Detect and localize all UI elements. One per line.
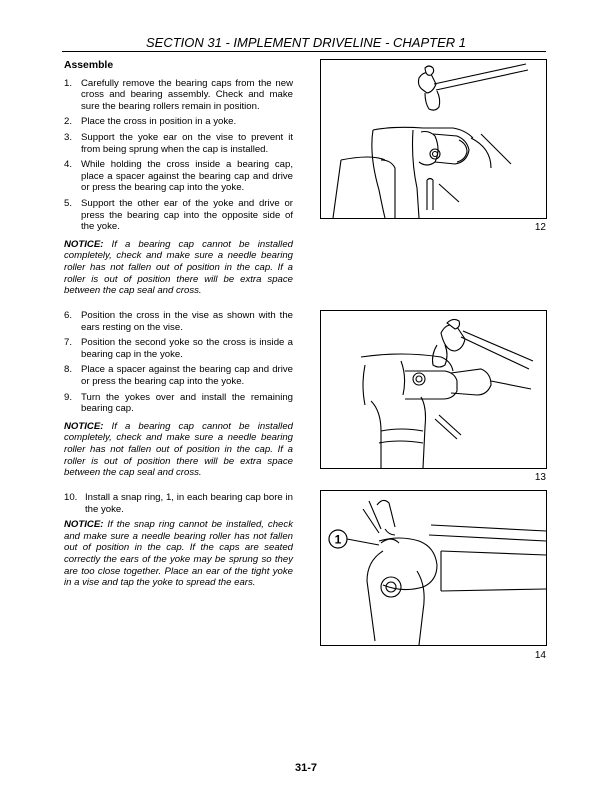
step-item	[64, 198, 293, 233]
step-text: While holding the cross inside a bearing cap, place a spacer against the bearing cap and drive or press the bearing cap into the yoke.	[81, 159, 293, 194]
page-number: 31-7	[294, 762, 318, 774]
step-number: 6.	[64, 310, 73, 321]
notice-label: NOTICE:	[64, 420, 104, 432]
step-text: Carefully remove the bearing caps from the new cross and bearing assembly. Check and make sure the bearing rollers remain in position.	[81, 77, 293, 112]
step-text: Support the other ear of the yoke and drive or press the bearing cap into the opposite side of the yoke.	[81, 197, 293, 233]
step-item	[64, 492, 293, 515]
text-block-a	[64, 60, 293, 307]
step-number: 7.	[64, 337, 73, 349]
step-number: 1.	[64, 77, 73, 89]
figure-14-number: 14	[534, 650, 546, 661]
notice-label: NOTICE:	[64, 519, 104, 531]
figure-13-illustration	[321, 311, 546, 468]
step-text: Turn the yokes over and install the remaining bearing cap.	[81, 391, 293, 415]
page-header: SECTION 31 - IMPLEMENT DRIVELINE - CHAPTER 1	[145, 35, 466, 50]
figure-12-number: 12	[534, 222, 546, 233]
step-item	[64, 78, 293, 113]
header-rule	[62, 51, 546, 52]
step-item	[64, 392, 293, 415]
section-heading: Assemble	[64, 60, 114, 71]
figure-12-illustration	[321, 60, 546, 218]
step-number: 10.	[64, 492, 78, 503]
step-text: Position the second yoke so the cross is inside a bearing cap in the yoke.	[81, 337, 293, 360]
step-number: 4.	[64, 159, 73, 171]
step-text: Position the cross in the vise as shown with the ears resting on the vise.	[81, 310, 293, 333]
step-number: 8.	[64, 364, 73, 376]
notice	[64, 421, 293, 479]
step-item	[64, 116, 293, 128]
text-block-c	[64, 492, 293, 599]
step-item	[64, 132, 293, 155]
figure-14-illustration	[321, 491, 546, 645]
notice	[64, 239, 293, 297]
text-block-b	[64, 310, 293, 489]
step-text: Place the cross in position in a yoke.	[81, 116, 237, 128]
notice-label: NOTICE:	[64, 238, 104, 250]
step-number: 2.	[64, 116, 73, 128]
step-number: 3.	[64, 131, 73, 143]
step-item	[64, 337, 293, 360]
callout-label: 1	[334, 532, 342, 547]
step-item	[64, 159, 293, 194]
step-number: 9.	[64, 391, 73, 403]
figure-12	[320, 59, 547, 219]
step-item	[64, 364, 293, 387]
figure-14	[320, 490, 547, 646]
step-item	[64, 310, 293, 333]
notice-text: If the snap ring cannot be installed, check and make sure a needle bearing roller has not fallen out of position in the cap. If the caps are seated correctly the ears of the yoke may be sprung so they are too close together. Place an ear of the tight yoke in a vise and tap the yoke to spread the ears.	[64, 519, 293, 589]
figure-13	[320, 310, 547, 469]
step-text: Support the yoke ear on the vise to prevent it from being sprung when the cap is installed.	[81, 131, 293, 155]
step-number: 5.	[64, 197, 73, 209]
notice-text: If a bearing cap cannot be installed completely, check and make sure a needle bearing roller has not fallen out of position in the cap. If a roller is out of position there will be extra space between the cap seal and cross.	[64, 420, 293, 479]
callout-marker	[329, 530, 379, 548]
step-text: Install a snap ring, 1, in each bearing cap bore in the yoke.	[85, 492, 293, 515]
step-text: Place a spacer against the bearing cap and drive or press the bearing cap into the yoke.	[81, 364, 293, 387]
notice	[64, 519, 293, 589]
notice-text: If a bearing cap cannot be installed completely, check and make sure a needle bearing roller has not fallen out of position in the cap. If a roller is out of position there will be extra space between the cap seal and cross.	[64, 238, 293, 297]
figure-13-number: 13	[534, 472, 546, 483]
